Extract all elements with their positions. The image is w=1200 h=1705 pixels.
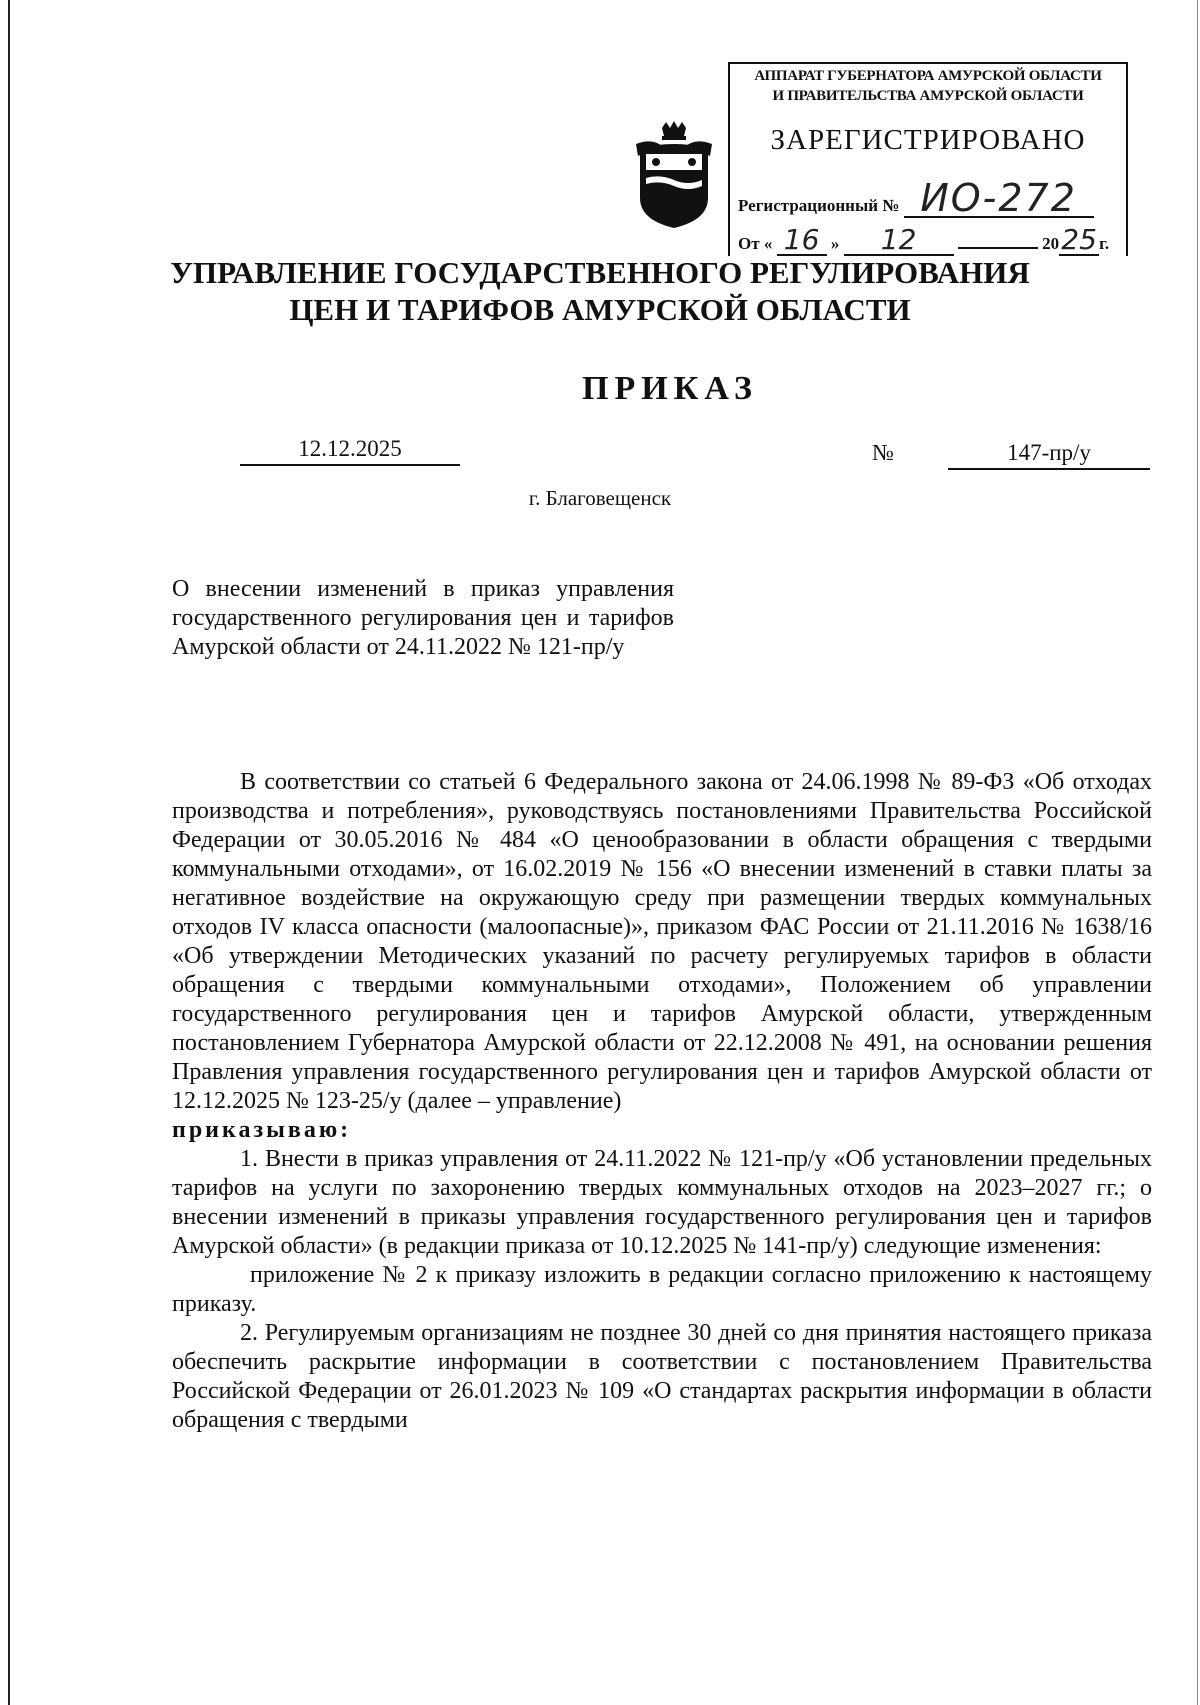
stamp-date-month: 12 [844,226,954,256]
order-subject: О внесении изменений в приказ управления государственного регулирования цен и тарифов Амурской области от 24.11.2022 № 121-пр/у [172,576,674,660]
stamp-reg-row [738,176,1094,220]
order-body [172,768,1152,1435]
stamp-line2: И ПРАВИТЕЛЬСТВА АМУРСКОЙ ОБЛАСТИ [772,88,1084,104]
stamp-title: ЗАРЕГИСТРИРОВАНО [770,124,1086,156]
stamp-date-row [738,223,1110,256]
stamp-year-end: г. [1099,234,1110,253]
org-name-line2: ЦЕН И ТАРИФОВ АМУРСКОЙ ОБЛАСТИ [289,292,911,327]
order-item-1: 1. Внести в приказ управления от 24.11.2022 № 121-пр/у «Об установлении предельных тарифов на услуги по захоронению твердых коммунальных отходов на 2023–2027 гг.; о внесении изменений в приказы управления государственного регулирования цен и тарифов Амурской области» (в редакции приказа от 10.12.2025 № 141-пр/у) следующие изменения: [172,1146,1152,1259]
stamp-date-day: 16 [777,226,827,256]
org-name-line1: УПРАВЛЕНИЕ ГОСУДАРСТВЕННОГО РЕГУЛИРОВАНИЯ [170,255,1030,290]
order-preamble: В соответствии со статьей 6 Федерального закона от 24.06.1998 № 89-ФЗ «Об отходах производства и потребления», руководствуясь постановлениями Правительства Российской Федерации от 30.05.2016 № 484 «О ценообразовании в области обращения с твердыми коммунальными отходами», от 16.02.2019 № 156 «О внесении изменений в ставки платы за негативное воздействие на окружающую среду при размещении твердых коммунальных отходов IV класса опасности (малоопасные)», приказом ФАС России от 21.11.2016 № 1638/16 «Об утверждении Методических указаний по расчету регулируемых тарифов в области обращения с твердыми коммунальными отходами», Положением об управлении государственного регулирования цен и тарифов Амурской области, утвержденным постановлением Губернатора Амурской области от 22.12.2008 № 491, на основании решения Правления управления государственного регулирования цен и тарифов Амурской области от 12.12.2025 № 123-25/у (далее – управление) [172,769,1152,1114]
coat-of-arms-icon [632,120,716,230]
city-name: г. Благовещенск [528,486,672,510]
registration-stamp [728,62,1128,256]
document-type-title: ПРИКАЗ [582,370,758,407]
order-directive-word: приказываю: [172,1117,352,1143]
order-item-1-sub: приложение № 2 к приказу изложить в редакции согласно приложению к настоящему приказу. [172,1262,1152,1317]
stamp-reg-number: ИО-272 [904,180,1094,218]
order-number: 147-пр/у [948,440,1150,470]
order-number-sign: № [872,440,894,465]
stamp-line1: АППАРАТ ГУБЕРНАТОРА АМУРСКОЙ ОБЛАСТИ [754,68,1102,84]
stamp-date-prefix: От « [738,234,773,253]
stamp-year-prefix: 20 [1042,234,1060,253]
stamp-reg-label: Регистрационный № [738,196,900,215]
order-date: 12.12.2025 [240,436,460,466]
stamp-date-mid: » [830,234,840,253]
stamp-year-suffix: 25 [1059,226,1099,256]
stamp-date-gap [958,247,1038,249]
order-item-2: 2. Регулируемым организациям не позднее 30 дней со дня принятия настоящего приказа обеспечить раскрытие информации в соответствии с постановлением Правительства Российской Федерации от 26.01.2023 № 109 «О стандартах раскрытия информации в области обращения с твердыми [172,1320,1152,1433]
